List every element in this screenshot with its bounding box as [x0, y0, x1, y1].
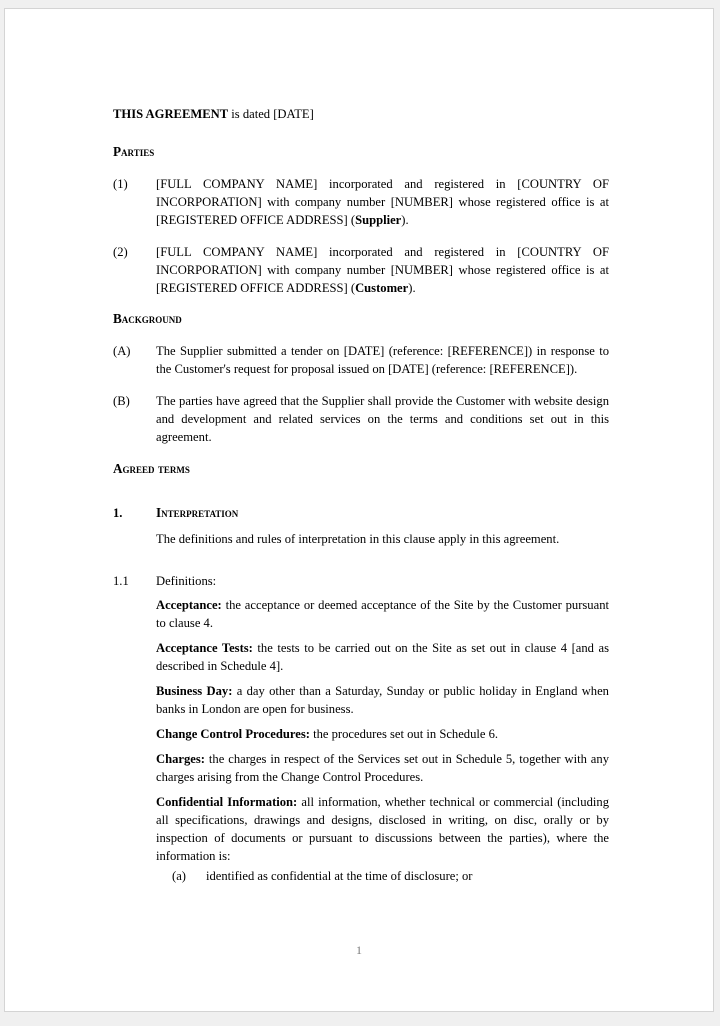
clause-intro: The definitions and rules of interpretation in this clause apply in this agreement.: [156, 532, 560, 546]
clause-heading: [113, 504, 609, 522]
party-number: (2): [113, 245, 128, 259]
party-role: Customer: [355, 281, 409, 295]
definition-text: the acceptance or deemed acceptance of the Site by the Customer pursuant to clause 4.: [156, 598, 609, 630]
party-end: ).: [401, 213, 409, 227]
party-description: [FULL COMPANY NAME] incorporated and registered in [COUNTRY OF INCORPORATION] with company number [NUMBER] whose registered office is at [REGISTERED OFFICE ADDRESS] (: [156, 177, 609, 227]
agreement-lead: THIS AGREEMENT: [113, 107, 229, 121]
definitions-heading: [113, 572, 609, 590]
definition-term: Acceptance:: [156, 598, 222, 612]
background-text: The Supplier submitted a tender on [DATE] (reference: [REFERENCE]) in response to the Customer's request for proposal issued on [DATE] (reference: [REFERENCE]).: [156, 344, 609, 376]
background-item: [113, 392, 609, 446]
definition-text: all information, whether technical or commercial (including all specifications, drawings and designs, disclosed in writing, on disc, orally or by inspection of documents or pursuant to discussions between the parties), where the information is:: [156, 795, 609, 863]
party-number: (1): [113, 177, 128, 191]
definition-item: [156, 639, 609, 675]
definition-item: [156, 725, 609, 743]
clause-title: Interpretation: [156, 505, 239, 520]
sub-item-text: identified as confidential at the time of disclosure; or: [206, 869, 473, 883]
definitions-label: Definitions:: [156, 574, 217, 588]
definition-text: a day other than a Saturday, Sunday or public holiday in England when banks in London are open for business.: [156, 684, 609, 716]
definition-term: Business Day:: [156, 684, 233, 698]
definition-item: [156, 682, 609, 718]
clause-number: 1.: [113, 506, 123, 520]
background-number: (B): [113, 394, 130, 408]
definition-term: Confidential Information:: [156, 795, 298, 809]
definitions-number: 1.1: [113, 574, 129, 588]
background-number: (A): [113, 344, 131, 358]
definition-sub-item: [172, 867, 609, 885]
party-item: [113, 243, 609, 297]
definition-term: Change Control Procedures:: [156, 727, 310, 741]
definition-item: [156, 750, 609, 786]
party-description: [FULL COMPANY NAME] incorporated and registered in [COUNTRY OF INCORPORATION] with company number [NUMBER] whose registered office is at [REGISTERED OFFICE ADDRESS] (: [156, 245, 609, 295]
party-item: [113, 175, 609, 229]
background-text: The parties have agreed that the Supplier shall provide the Customer with website design and development and related services on the terms and conditions set out in this agreement.: [156, 394, 609, 444]
definition-item: [156, 793, 609, 865]
background-heading: Background: [113, 311, 182, 326]
definition-term: Acceptance Tests:: [156, 641, 253, 655]
agreement-date: is dated [DATE]: [228, 107, 314, 121]
page-number: 1: [356, 943, 362, 957]
document-page: [4, 8, 714, 1012]
agreed-terms-heading: Agreed terms: [113, 461, 190, 476]
party-text: [156, 175, 609, 229]
background-item: [113, 342, 609, 378]
sub-item-number: (a): [172, 869, 186, 883]
definition-text: the tests to be carried out on the Site as set out in clause 4 [and as described in Schedule 4].: [156, 641, 609, 673]
document-body: [113, 97, 609, 885]
definition-text: the charges in respect of the Services set out in Schedule 5, together with any charges arising from the Change Control Procedures.: [156, 752, 609, 784]
definition-term: Charges:: [156, 752, 205, 766]
party-role: Supplier: [355, 213, 402, 227]
parties-heading: Parties: [113, 144, 155, 159]
definition-text: the procedures set out in Schedule 6.: [309, 727, 499, 741]
party-text: [156, 243, 609, 297]
party-end: ).: [408, 281, 416, 295]
definition-item: [156, 596, 609, 632]
agreement-intro: [113, 105, 609, 123]
